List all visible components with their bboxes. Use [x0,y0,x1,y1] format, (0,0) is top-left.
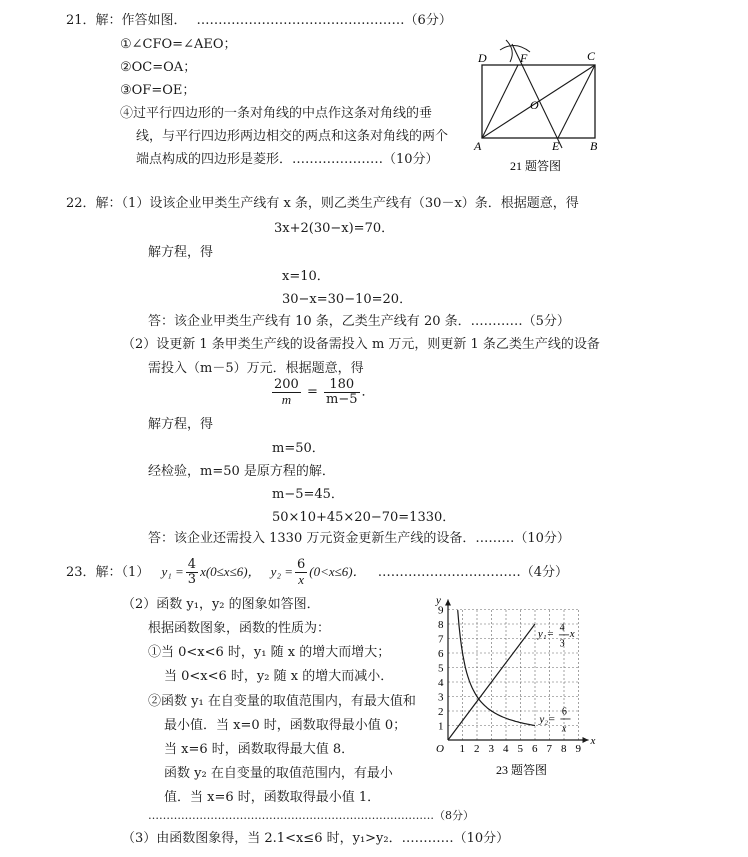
chart-labels [435,595,596,756]
y-tick-label: 5 [438,662,444,675]
q23-function-graph [426,590,606,780]
q23-prop-c4: 最小值．当 x=0 时，函数取得最小值 0； [164,718,407,733]
q22-equation1: 3x+2(30−x)=70． [274,221,395,236]
construction-arc-2 [506,40,512,62]
segment-af [482,65,518,138]
y-tick-label: 3 [438,691,444,704]
x-tick-label: 7 [546,743,552,755]
y-tick-label: 9 [438,604,444,617]
q21-line4a: ④过平行四边形的一条对角线的中点作这条对角线的垂 [120,106,433,121]
label-o: O [530,98,539,112]
q23-prop-c3: ②函数 y₁ 在自变量的取值范围内，有最大值和 [148,694,416,709]
q23-caption: 23 题答图 [496,763,548,777]
x-tick-label: 8 [561,743,567,755]
q23-prop-c2: 当 0<x<6 时，y₂ 随 x 的增大而减小． [164,669,394,684]
q22-m-value: m=50． [272,441,325,456]
y-axis-label: y [436,594,441,607]
q22-solve2: 解方程，得 [148,417,214,432]
q22-fraction-equation: $\frac{200}{m}$ = $\frac{180}{m-5}$ ． [274,377,375,407]
label-e: E [552,139,560,153]
x-axis-label: x [590,735,596,747]
x-tick-label: 3 [488,743,494,755]
y-tick-label: 7 [438,633,444,646]
q23-part2: （2）函数 y₁，y₂ 的图象如答图． [122,597,320,612]
y-tick-label: 8 [438,619,444,631]
frac-right-den: m−5 [326,392,358,407]
q23-properties: 根据函数图象，函数的性质为： [148,621,331,636]
y1-frac-num: 4 [559,622,565,634]
q23-prop-c7: 值．当 x=6 时，函数取得最小值 1． [164,790,381,805]
y-tick-label: 2 [438,706,444,718]
q23-prop-c5: 当 x=6 时，函数取得最大值 8． [164,742,355,757]
q23-dots8: ……………………………………………………………………（8分） [148,809,474,822]
q21-line4c: 端点构成的四边形是菱形．…………………（10分） [136,152,439,167]
label-b: B [590,139,598,153]
origin-label: O [436,743,444,755]
q22-line1: 22．解：（1）设该企业甲类生产线有 x 条，则乙类生产线有（30－x）条．根据题意，得 [66,196,579,211]
y-axis-arrow [445,600,451,606]
q22-calculation: 50×10+45×20−70=1330． [272,510,456,525]
frac-left-num: 200 [274,377,299,392]
q22-check: 经检验，m=50 是原方程的解． [148,464,335,479]
y1-frac-den: 3 [559,638,565,650]
q23-part1: 23．解：（1） y₁ = $\frac{4}{3}$ x(0≤x≤6)， y₂ = $\frac{6}{x}$ (0<x≤6)． ……………………………（4分） [66,557,569,587]
y1-curve-label: y₁= [537,628,555,641]
q21-heading: 21．解：作答如图． …………………………………………（6分） [66,13,452,28]
q21-caption: 21 题答图 [510,159,562,173]
x-tick-label: 2 [474,743,480,755]
x-tick-label: 6 [532,743,538,755]
label-d: D [478,51,487,65]
y-tick-label: 6 [438,648,444,660]
q21-line2: ②OC=OA； [120,60,197,75]
q22-solve1: 解方程，得 [148,245,214,260]
label-a: A [474,139,482,153]
segment-ce [558,65,595,138]
frac-right-num: 180 [324,378,360,393]
q23-part3: （3）由函数图象得，当 2.1<x≤6 时，y₁>y₂．…………（10分） [122,831,510,846]
q23-prop-c6: 函数 y₂ 在自变量的取值范围内，有最小 [164,766,393,781]
y2-frac-den: x [561,723,567,735]
q22-x-value: x=10． [282,269,330,284]
q21-line3: ③OF=OE； [120,83,196,98]
q22-m-minus5: m−5=45． [272,487,344,502]
q22-part2-line2: 需投入（m－5）万元．根据题意，得 [148,361,364,376]
y2-frac-num: 6 [561,706,567,718]
q23-prop-c1: ①当 0<x<6 时，y₁ 随 x 的增大而增大； [148,645,391,660]
y-tick-label: 4 [438,677,444,689]
q22-answer1: 答：该企业甲类生产线有 10 条，乙类生产线有 20 条．…………（5分） [148,314,570,329]
q21-figure [470,38,610,178]
x-tick-label: 9 [575,743,581,755]
x-tick-label: 4 [503,743,509,755]
y-tick-label: 1 [438,720,444,733]
q21-line4b: 线，与平行四边形两边相交的两点和这条对角线的两个 [136,129,449,144]
frac-left-den: m [281,392,292,407]
q22-x-value2: 30−x=30−10=20． [282,292,413,307]
q22-answer2: 答：该企业还需投入 1330 万元资金更新生产线的设备．………（10分） [148,531,570,546]
label-c: C [587,49,596,63]
x-tick-label: 1 [459,743,465,755]
y1-frac-x: x [569,628,575,641]
q22-part2-line1: （2）设更新 1 条甲类生产线的设备需投入 m 万元，则更新 1 条乙类生产线的设备 [122,337,600,352]
q21-line1: ①∠CFO=∠AEO； [120,37,237,52]
label-f: F [520,51,528,65]
x-tick-label: 5 [517,743,523,755]
y2-curve-label: y₂= [539,713,556,726]
x-axis-arrow [583,737,589,743]
